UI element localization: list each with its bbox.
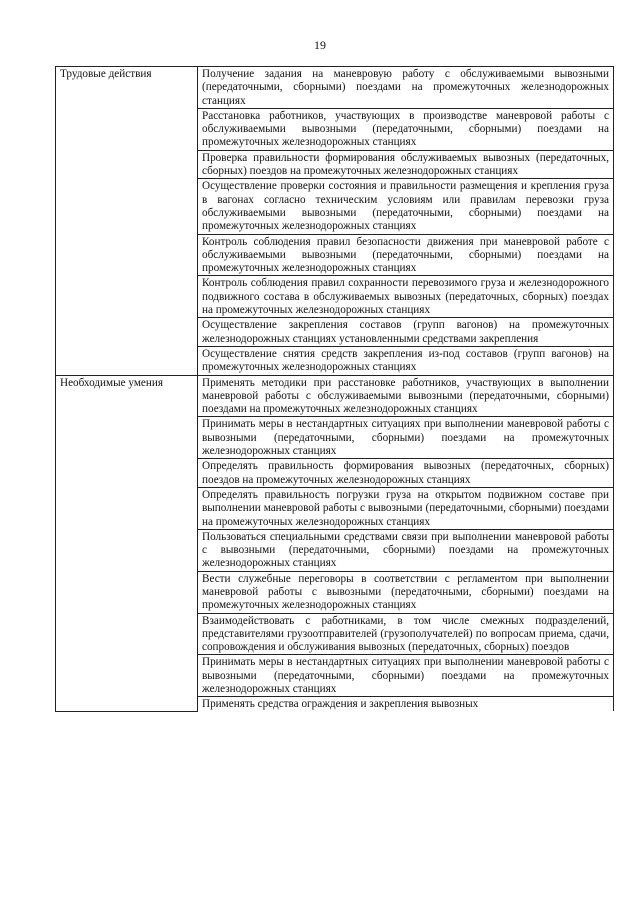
list-item: Осуществление снятия средств закрепления из-под составов (групп вагонов) на промежуточных железнодорожных станциях [198, 346, 614, 375]
list-item: Расстановка работников, участвующих в производстве маневровой работы с обслуживаемыми вывозными (передаточными, сборными) поездами на промежуточных железнодорожных станциях [198, 108, 614, 150]
page-number: 19 [314, 38, 326, 52]
section-label: Трудовые действия [56, 67, 198, 376]
list-item: Принимать меры в нестандартных ситуациях при выполнении маневровой работы с вывозными (передаточными, сборными) поездами на промежуточных железнодорожных станциях [198, 417, 614, 459]
list-item: Вести служебные переговоры в соответствии с регламентом при выполнении маневровой работы с вывозными (передаточными, сборными) поездами на промежуточных железнодорожных станциях [198, 571, 614, 613]
requirements-table [55, 66, 614, 712]
list-item: Определять правильность погрузки груза на открытом подвижном составе при выполнении маневровой работы с вывозными (передаточными, сборными) поездами на промежуточных железнодорожных станциях [198, 487, 614, 529]
list-item: Осуществление проверки состояния и правильности размещения и крепления груза в вагонах согласно техническим условиям или правилам перевозки груза обслуживаемыми вывозными (передаточными, сборными) поездами на промежуточных железнодорожных станциях [198, 179, 614, 234]
list-item: Осуществление закрепления составов (групп вагонов) на промежуточных железнодорожных станциях установленными средствами закрепления [198, 318, 614, 347]
list-item: Получение задания на маневровую работу с обслуживаемыми вывозными (передаточными, сборными) поездами на промежуточных железнодорожных станциях [198, 67, 614, 109]
section-label: Необходимые умения [56, 375, 198, 711]
list-item: Принимать меры в нестандартных ситуациях при выполнении маневровой работы с вывозными (передаточными, сборными) поездами на промежуточных железнодорожных станциях [198, 655, 614, 697]
list-item: Применять методики при расстановке работников, участвующих в выполнении маневровой работы с обслуживаемыми вывозными (передаточными, сборными) поездами на промежуточных железнодорожных станциях [198, 375, 614, 417]
table-row [56, 67, 614, 109]
list-item: Пользоваться специальными средствами связи при выполнении маневровой работы с вывозными (передаточными, сборными) поездами на промежуточных железнодорожных станциях [198, 529, 614, 571]
list-item: Проверка правильности формирования обслуживаемых вывозных (передаточных, сборных) поездов на промежуточных железнодорожных станциях [198, 150, 614, 179]
list-item [198, 697, 614, 712]
list-item: Контроль соблюдения правил безопасности движения при маневровой работе с обслуживаемыми вывозными (передаточными, сборными) поездами на промежуточных железнодорожных станциях [198, 234, 614, 276]
list-item-text: Применять средства ограждения и закрепления вывозных [202, 698, 479, 711]
list-item: Контроль соблюдения правил сохранности перевозимого груза и железнодорожного подвижного состава в обслуживаемых вывозных (передаточных, сборных) поездах на промежуточных железнодорожных станциях [198, 276, 614, 318]
table-row [56, 375, 614, 417]
list-item: Определять правильность формирования вывозных (передаточных, сборных) поездов на промежуточных железнодорожных станциях [198, 459, 614, 488]
list-item: Взаимодействовать с работниками, в том числе смежных подразделений, представителями грузоотправителей (грузополучателей) по вопросам приема, сдачи, сопровождения и обслуживания вывозных (передаточных, сборных) поездов [198, 613, 614, 655]
